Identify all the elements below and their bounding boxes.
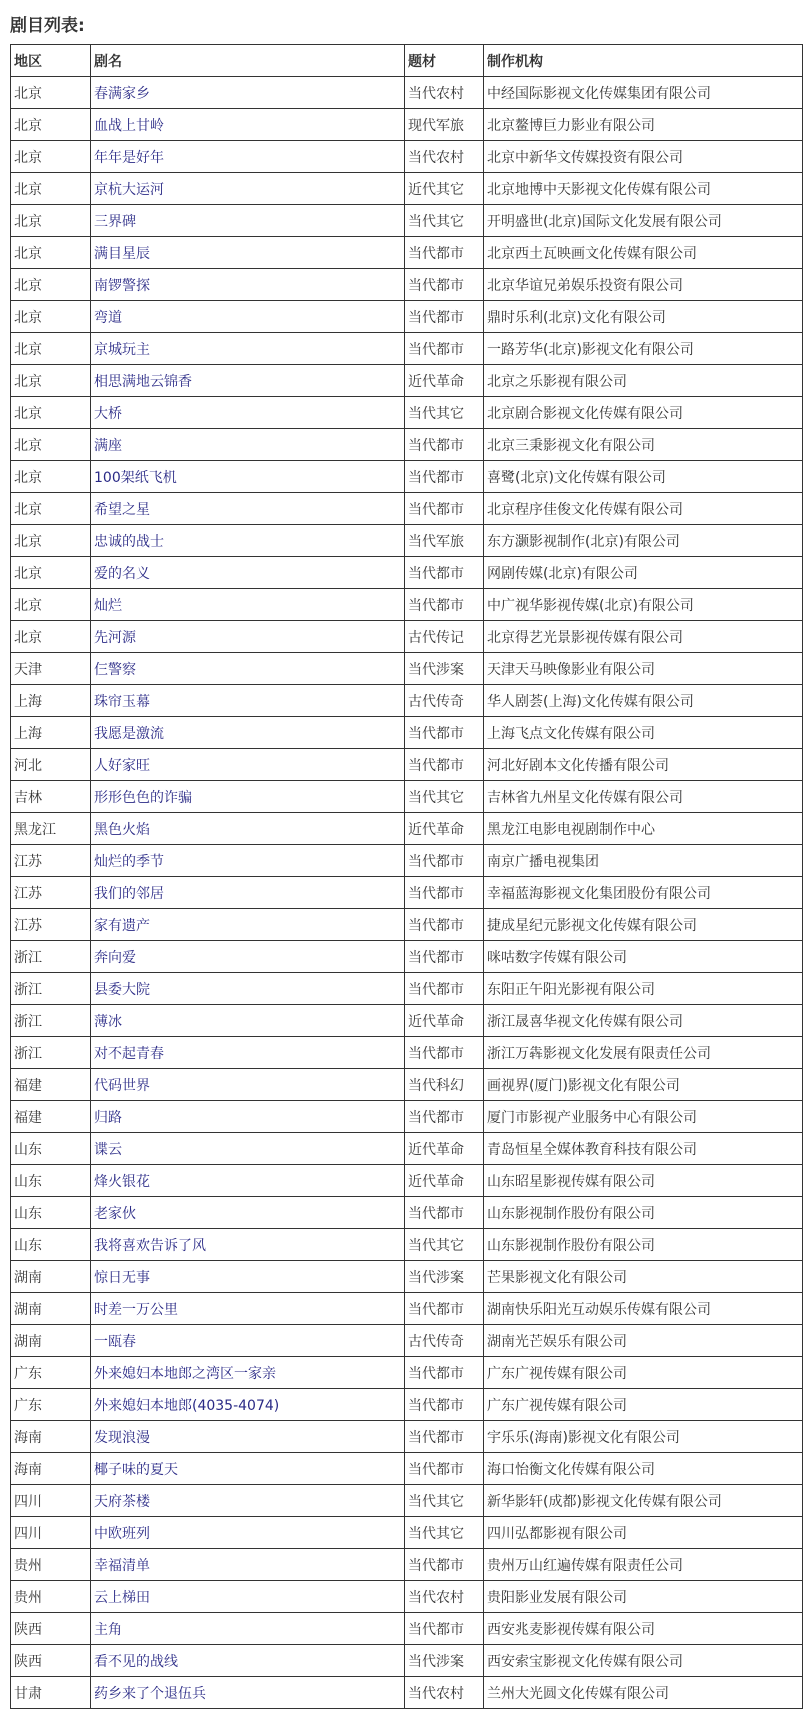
region-cell: 江苏 [11,909,91,941]
genre-cell: 当代农村 [405,1677,484,1709]
region-cell: 北京 [11,525,91,557]
region-cell: 四川 [11,1485,91,1517]
genre-cell: 当代都市 [405,1037,484,1069]
table-row [11,941,803,973]
org-cell: 山东影视制作股份有限公司 [484,1229,803,1261]
drama-name-link[interactable]: 人好家旺 [91,749,405,781]
org-cell: 兰州大光圆文化传媒有限公司 [484,1677,803,1709]
table-row [11,653,803,685]
genre-cell: 当代都市 [405,237,484,269]
region-cell: 福建 [11,1101,91,1133]
table-row [11,77,803,109]
region-cell: 北京 [11,109,91,141]
genre-cell: 当代都市 [405,941,484,973]
genre-cell: 当代农村 [405,77,484,109]
genre-cell: 古代传奇 [405,685,484,717]
genre-cell: 当代科幻 [405,1069,484,1101]
genre-cell: 当代农村 [405,141,484,173]
drama-name-link[interactable]: 云上梯田 [91,1581,405,1613]
genre-cell: 当代都市 [405,269,484,301]
drama-name-link[interactable]: 一瓯春 [91,1325,405,1357]
genre-cell: 近代革命 [405,365,484,397]
region-cell: 湖南 [11,1325,91,1357]
org-cell: 鼎时乐利(北京)文化有限公司 [484,301,803,333]
table-row [11,173,803,205]
region-cell: 河北 [11,749,91,781]
table-row [11,269,803,301]
region-cell: 贵州 [11,1549,91,1581]
drama-name-link[interactable]: 满座 [91,429,405,461]
genre-cell: 近代革命 [405,1165,484,1197]
region-cell: 天津 [11,653,91,685]
drama-name-link[interactable]: 春满家乡 [91,77,405,109]
table-row [11,621,803,653]
region-cell: 广东 [11,1389,91,1421]
org-cell: 喜鹭(北京)文化传媒有限公司 [484,461,803,493]
table-row [11,205,803,237]
drama-name-link[interactable]: 京城玩主 [91,333,405,365]
genre-cell: 古代传记 [405,621,484,653]
drama-name-link[interactable]: 大桥 [91,397,405,429]
org-cell: 贵阳影业发展有限公司 [484,1581,803,1613]
region-cell: 山东 [11,1165,91,1197]
table-row [11,461,803,493]
drama-name-link[interactable]: 珠帘玉幕 [91,685,405,717]
org-cell: 北京之乐影视有限公司 [484,365,803,397]
drama-name-link[interactable]: 发现浪漫 [91,1421,405,1453]
genre-cell: 当代都市 [405,749,484,781]
column-header-region: 地区 [11,45,91,77]
org-cell: 青岛恒星全媒体教育科技有限公司 [484,1133,803,1165]
drama-name-link[interactable]: 年年是好年 [91,141,405,173]
genre-cell: 当代其它 [405,1229,484,1261]
table-row [11,1005,803,1037]
drama-name-link[interactable]: 外来媳妇本地郎之湾区一家亲 [91,1357,405,1389]
drama-name-link[interactable]: 对不起青春 [91,1037,405,1069]
table-row [11,1453,803,1485]
table-row [11,973,803,1005]
genre-cell: 当代其它 [405,397,484,429]
org-cell: 贵州万山红遍传媒有限责任公司 [484,1549,803,1581]
drama-name-link[interactable]: 薄冰 [91,1005,405,1037]
genre-cell: 当代军旅 [405,525,484,557]
org-cell: 厦门市影视产业服务中心有限公司 [484,1101,803,1133]
genre-cell: 当代都市 [405,909,484,941]
region-cell: 福建 [11,1069,91,1101]
table-row [11,1677,803,1709]
org-cell: 中广视华影视传媒(北京)有限公司 [484,589,803,621]
drama-name-link[interactable]: 奔向爱 [91,941,405,973]
region-cell: 北京 [11,557,91,589]
org-cell: 四川弘都影视有限公司 [484,1517,803,1549]
drama-name-link[interactable]: 100架纸飞机 [91,461,405,493]
genre-cell: 当代都市 [405,877,484,909]
genre-cell: 近代其它 [405,173,484,205]
table-row [11,909,803,941]
region-cell: 北京 [11,333,91,365]
table-body [11,77,803,1709]
genre-cell: 当代都市 [405,1197,484,1229]
table-row [11,1581,803,1613]
org-cell: 天津天马映像影业有限公司 [484,653,803,685]
org-cell: 一路芳华(北京)影视文化有限公司 [484,333,803,365]
table-row [11,301,803,333]
region-cell: 甘肃 [11,1677,91,1709]
table-row [11,1229,803,1261]
region-cell: 北京 [11,589,91,621]
drama-name-link[interactable]: 幸福清单 [91,1549,405,1581]
drama-name-link[interactable]: 灿烂的季节 [91,845,405,877]
drama-name-link[interactable]: 我愿是激流 [91,717,405,749]
genre-cell: 当代都市 [405,845,484,877]
drama-name-link[interactable]: 血战上甘岭 [91,109,405,141]
org-cell: 网剧传媒(北京)有限公司 [484,557,803,589]
region-cell: 陕西 [11,1645,91,1677]
table-row [11,429,803,461]
genre-cell: 当代都市 [405,589,484,621]
table-row [11,685,803,717]
region-cell: 江苏 [11,845,91,877]
org-cell: 北京剧合影视文化传媒有限公司 [484,397,803,429]
drama-name-link[interactable]: 忠诚的战士 [91,525,405,557]
drama-name-link[interactable]: 椰子味的夏天 [91,1453,405,1485]
drama-name-link[interactable]: 形形色色的诈骗 [91,781,405,813]
region-cell: 吉林 [11,781,91,813]
drama-table [10,44,803,1709]
region-cell: 海南 [11,1453,91,1485]
region-cell: 北京 [11,493,91,525]
drama-name-link[interactable]: 惊日无事 [91,1261,405,1293]
org-cell: 北京鳌博巨力影业有限公司 [484,109,803,141]
org-cell: 东方灏影视制作(北京)有限公司 [484,525,803,557]
org-cell: 山东影视制作股份有限公司 [484,1197,803,1229]
genre-cell: 当代其它 [405,1485,484,1517]
region-cell: 四川 [11,1517,91,1549]
region-cell: 黑龙江 [11,813,91,845]
genre-cell: 当代其它 [405,205,484,237]
region-cell: 北京 [11,173,91,205]
column-header-genre: 题材 [405,45,484,77]
region-cell: 北京 [11,141,91,173]
table-row [11,1645,803,1677]
drama-name-link[interactable]: 县委大院 [91,973,405,1005]
drama-name-link[interactable]: 烽火银花 [91,1165,405,1197]
table-row [11,1421,803,1453]
org-cell: 开明盛世(北京)国际文化发展有限公司 [484,205,803,237]
region-cell: 江苏 [11,877,91,909]
region-cell: 山东 [11,1133,91,1165]
genre-cell: 当代都市 [405,557,484,589]
region-cell: 浙江 [11,941,91,973]
region-cell: 北京 [11,77,91,109]
org-cell: 华人剧荟(上海)文化传媒有限公司 [484,685,803,717]
region-cell: 北京 [11,237,91,269]
org-cell: 海口怡衡文化传媒有限公司 [484,1453,803,1485]
table-row [11,1197,803,1229]
org-cell: 浙江万犇影视文化发展有限责任公司 [484,1037,803,1069]
table-row [11,493,803,525]
drama-name-link[interactable]: 代码世界 [91,1069,405,1101]
org-cell: 山东昭星影视传媒有限公司 [484,1165,803,1197]
genre-cell: 当代都市 [405,333,484,365]
drama-name-link[interactable]: 先河源 [91,621,405,653]
drama-name-link[interactable]: 时差一万公里 [91,1293,405,1325]
table-row [11,589,803,621]
drama-name-link[interactable]: 谍云 [91,1133,405,1165]
table-row [11,1485,803,1517]
region-cell: 山东 [11,1229,91,1261]
genre-cell: 当代都市 [405,1293,484,1325]
drama-name-link[interactable]: 看不见的战线 [91,1645,405,1677]
org-cell: 西安索宝影视文化传媒有限公司 [484,1645,803,1677]
genre-cell: 当代涉案 [405,1645,484,1677]
genre-cell: 近代革命 [405,1005,484,1037]
table-row [11,877,803,909]
region-cell: 广东 [11,1357,91,1389]
drama-name-link[interactable]: 家有遗产 [91,909,405,941]
org-cell: 北京得艺光景影视传媒有限公司 [484,621,803,653]
table-row [11,749,803,781]
org-cell: 北京华谊兄弟娱乐投资有限公司 [484,269,803,301]
genre-cell: 当代都市 [405,1453,484,1485]
table-row [11,365,803,397]
org-cell: 新华影轩(成都)影视文化传媒有限公司 [484,1485,803,1517]
table-row [11,237,803,269]
region-cell: 上海 [11,717,91,749]
drama-name-link[interactable]: 老家伙 [91,1197,405,1229]
org-cell: 北京中新华文传媒投资有限公司 [484,141,803,173]
org-cell: 吉林省九州星文化传媒有限公司 [484,781,803,813]
table-row [11,1293,803,1325]
table-row [11,397,803,429]
org-cell: 幸福蓝海影视文化集团股份有限公司 [484,877,803,909]
genre-cell: 当代涉案 [405,1261,484,1293]
region-cell: 北京 [11,365,91,397]
table-row [11,557,803,589]
table-row [11,1261,803,1293]
org-cell: 广东广视传媒有限公司 [484,1357,803,1389]
table-row [11,1517,803,1549]
genre-cell: 当代都市 [405,493,484,525]
column-header-org: 制作机构 [484,45,803,77]
region-cell: 北京 [11,621,91,653]
drama-name-link[interactable]: 中欧班列 [91,1517,405,1549]
org-cell: 北京程序佳俊文化传媒有限公司 [484,493,803,525]
genre-cell: 近代革命 [405,1133,484,1165]
table-row [11,1325,803,1357]
region-cell: 北京 [11,461,91,493]
org-cell: 湖南光芒娱乐有限公司 [484,1325,803,1357]
region-cell: 北京 [11,269,91,301]
genre-cell: 当代都市 [405,1357,484,1389]
drama-name-link[interactable]: 天府茶楼 [91,1485,405,1517]
region-cell: 山东 [11,1197,91,1229]
genre-cell: 当代都市 [405,973,484,1005]
org-cell: 北京三秉影视文化有限公司 [484,429,803,461]
org-cell: 东阳正午阳光影视有限公司 [484,973,803,1005]
table-row [11,1037,803,1069]
drama-name-link[interactable]: 仨警察 [91,653,405,685]
genre-cell: 古代传奇 [405,1325,484,1357]
genre-cell: 当代都市 [405,1613,484,1645]
table-row [11,717,803,749]
genre-cell: 当代都市 [405,1101,484,1133]
table-header-row [11,45,803,77]
org-cell: 湖南快乐阳光互动娱乐传媒有限公司 [484,1293,803,1325]
drama-name-link[interactable]: 三界碑 [91,205,405,237]
table-row [11,845,803,877]
drama-name-link[interactable]: 京杭大运河 [91,173,405,205]
org-cell: 北京西土瓦映画文化传媒有限公司 [484,237,803,269]
genre-cell: 当代都市 [405,1549,484,1581]
org-cell: 广东广视传媒有限公司 [484,1389,803,1421]
org-cell: 咪咕数字传媒有限公司 [484,941,803,973]
column-header-name: 剧名 [91,45,405,77]
genre-cell: 当代其它 [405,781,484,813]
region-cell: 湖南 [11,1293,91,1325]
genre-cell: 当代都市 [405,1421,484,1453]
table-row [11,1069,803,1101]
drama-name-link[interactable]: 南锣警探 [91,269,405,301]
region-cell: 上海 [11,685,91,717]
drama-name-link[interactable]: 满目星辰 [91,237,405,269]
region-cell: 浙江 [11,1037,91,1069]
genre-cell: 当代都市 [405,301,484,333]
org-cell: 上海飞点文化传媒有限公司 [484,717,803,749]
org-cell: 黑龙江电影电视剧制作中心 [484,813,803,845]
drama-name-link[interactable]: 我们的邻居 [91,877,405,909]
org-cell: 芒果影视文化有限公司 [484,1261,803,1293]
org-cell: 河北好剧本文化传播有限公司 [484,749,803,781]
org-cell: 捷成星纪元影视文化传媒有限公司 [484,909,803,941]
table-row [11,1549,803,1581]
page-title: 剧目列表: [10,16,85,36]
drama-name-link[interactable]: 爱的名义 [91,557,405,589]
region-cell: 浙江 [11,973,91,1005]
org-cell: 中经国际影视文化传媒集团有限公司 [484,77,803,109]
table-row [11,525,803,557]
genre-cell: 当代涉案 [405,653,484,685]
table-row [11,1357,803,1389]
table-row [11,141,803,173]
region-cell: 陕西 [11,1613,91,1645]
region-cell: 北京 [11,397,91,429]
genre-cell: 当代其它 [405,1517,484,1549]
genre-cell: 当代都市 [405,1389,484,1421]
drama-name-link[interactable]: 主角 [91,1613,405,1645]
org-cell: 宇乐乐(海南)影视文化有限公司 [484,1421,803,1453]
drama-name-link[interactable]: 黑色火焰 [91,813,405,845]
region-cell: 北京 [11,301,91,333]
table-row [11,1133,803,1165]
genre-cell: 当代都市 [405,429,484,461]
org-cell: 北京地博中天影视文化传媒有限公司 [484,173,803,205]
drama-name-link[interactable]: 药乡来了个退伍兵 [91,1677,405,1709]
drama-name-link[interactable]: 外来媳妇本地郎(4035-4074) [91,1389,405,1421]
region-cell: 浙江 [11,1005,91,1037]
genre-cell: 现代军旅 [405,109,484,141]
org-cell: 西安兆麦影视传媒有限公司 [484,1613,803,1645]
org-cell: 画视界(厦门)影视文化有限公司 [484,1069,803,1101]
table-row [11,1101,803,1133]
region-cell: 贵州 [11,1581,91,1613]
table-row [11,781,803,813]
table-row [11,813,803,845]
table-row [11,1165,803,1197]
genre-cell: 当代农村 [405,1581,484,1613]
genre-cell: 当代都市 [405,717,484,749]
drama-name-link[interactable]: 相思满地云锦香 [91,365,405,397]
drama-name-link[interactable]: 希望之星 [91,493,405,525]
drama-name-link[interactable]: 我将喜欢告诉了风 [91,1229,405,1261]
genre-cell: 近代革命 [405,813,484,845]
drama-name-link[interactable]: 灿烂 [91,589,405,621]
table-row [11,109,803,141]
table-row [11,1389,803,1421]
region-cell: 北京 [11,205,91,237]
region-cell: 海南 [11,1421,91,1453]
region-cell: 北京 [11,429,91,461]
org-cell: 浙江晟喜华视文化传媒有限公司 [484,1005,803,1037]
org-cell: 南京广播电视集团 [484,845,803,877]
genre-cell: 当代都市 [405,461,484,493]
table-row [11,1613,803,1645]
drama-name-link[interactable]: 弯道 [91,301,405,333]
drama-name-link[interactable]: 归路 [91,1101,405,1133]
region-cell: 湖南 [11,1261,91,1293]
table-row [11,333,803,365]
